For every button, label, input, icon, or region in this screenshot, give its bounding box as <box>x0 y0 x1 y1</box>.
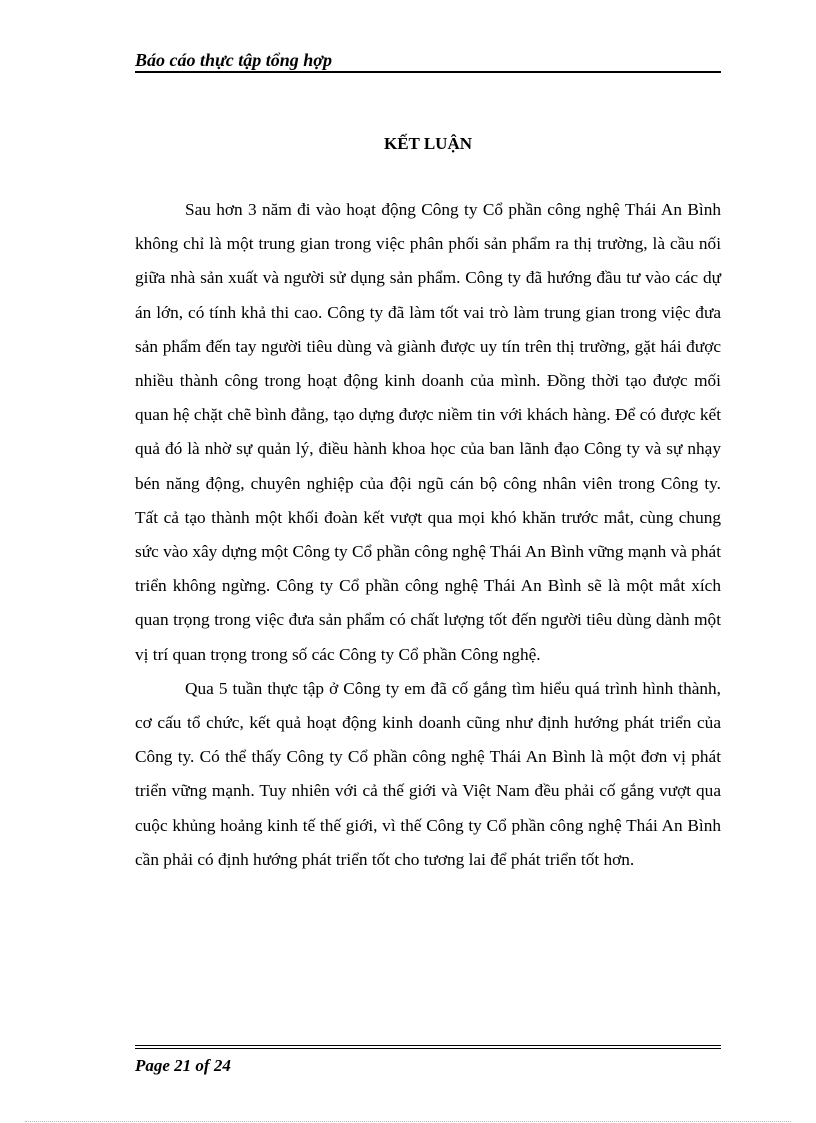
footer-divider <box>135 1045 721 1049</box>
document-title: KẾT LUẬN <box>383 134 472 153</box>
paragraph-2: Qua 5 tuần thực tập ở Công ty em đã cố gắng tìm hiểu quá trình hình thành, cơ cấu tổ chức, kết quả hoạt động kinh doanh cũng như định hướng phát triển của Công ty. Có thể thấy Công ty Cổ phần công nghệ Thái An Bình là một đơn vị phát triển vững mạnh. Tuy nhiên với cả thế giới và Việt Nam đều phải cố gắng vượt qua cuộc khủng hoảng kinh tế thế giới, vì thế Công ty Cổ phần công nghệ Thái An Bình cần phải có định hướng phát triển tốt cho tương lai để phát triển tốt hơn. <box>135 678 721 869</box>
document-body <box>135 193 721 877</box>
header-title: Báo cáo thực tập tổng hợp <box>135 50 332 70</box>
page-number: Page 21 of 24 <box>135 1056 231 1075</box>
paragraph-1: Sau hơn 3 năm đi vào hoạt động Công ty Cổ phần công nghệ Thái An Bình không chỉ là một trung gian trong việc phân phối sản phẩm ra thị trường, là cầu nối giữa nhà sản xuất và người sử dụng sản phẩm. Công ty đã hướng đầu tư vào các dự án lớn, có tính khả thi cao. Công ty đã làm tốt vai trò làm trung gian trong việc đưa sản phẩm đến tay người tiêu dùng và giành được uy tín trên thị trường, gặt hái được nhiều thành công trong hoạt động kinh doanh của mình. Đồng thời tạo được mối quan hệ chặt chẽ bình đẳng, tạo dựng được niềm tin với khách hàng. Để có được kết quả đó là nhờ sự quản lý, điều hành khoa học của ban lãnh đạo Công ty và sự nhạy bén năng động, chuyên nghiệp của đội ngũ cán bộ công nhân viên trong Công ty. Tất cả tạo thành một khối đoàn kết vượt qua mọi khó khăn trước mắt, cùng chung sức vào xây dựng một Công ty Cổ phần công nghệ Thái An Bình vững mạnh và phát triển không ngừng. Công ty Cổ phần công nghệ Thái An Bình sẽ là một mắt xích quan trọng trong việc đưa sản phẩm có chất lượng tốt đến người tiêu dùng dành một vị trí quan trọng trong số các Công ty Cổ phần Công nghệ. <box>135 200 721 664</box>
page-header <box>135 49 721 73</box>
page-bottom-edge <box>25 1121 791 1122</box>
